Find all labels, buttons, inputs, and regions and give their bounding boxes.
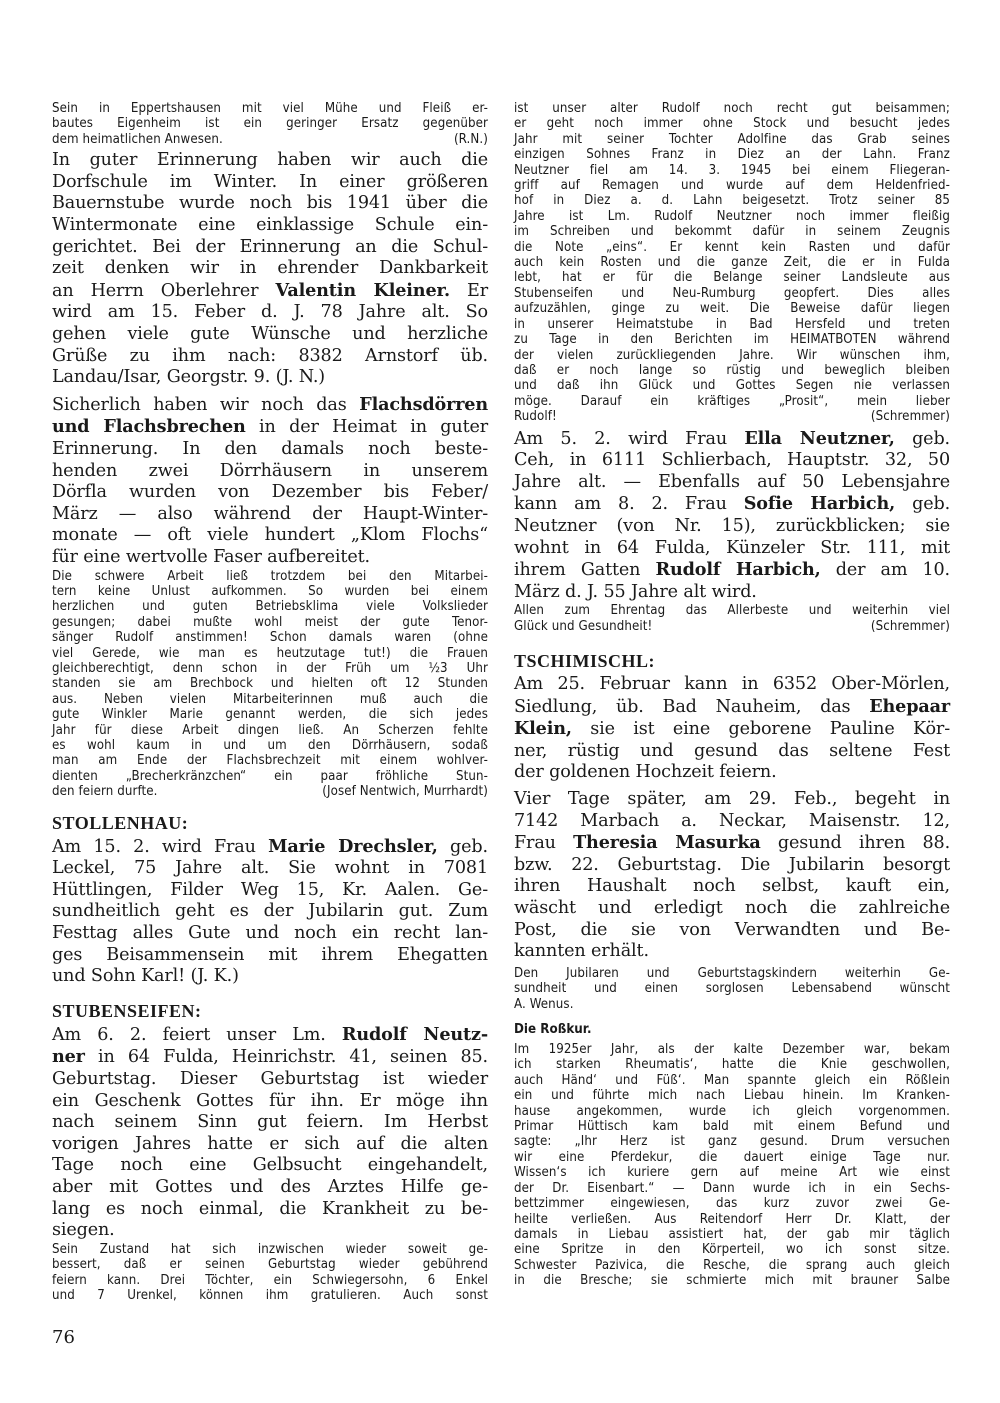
text-line: und daß ihn Glück und Gottes Segen nie verlassen bbox=[514, 378, 950, 394]
text-line: in die Bresche; sie schmierte mich mit brauner Salbe bbox=[514, 1273, 950, 1289]
text-line: damals in Liebau assistiert hat, der gab mir täglich bbox=[514, 1226, 950, 1242]
person-name: Rudolf Harbich, bbox=[655, 559, 821, 581]
tschimischl-paragraph-2 bbox=[514, 789, 950, 963]
text-line: In guter Erinnerung haben wir auch die bbox=[52, 150, 488, 171]
text-line: sänger Rudolf anstimmen! Schon damals waren (ohne bbox=[52, 630, 488, 646]
text-line: ich starken Rheumatis‘, hatte die Knie geschwollen, bbox=[514, 1057, 950, 1073]
text-line: Die schwere Arbeit ließ trotzdem bei den Mitarbei- bbox=[52, 568, 488, 584]
text-line: nach seinem Sinn gut feiern. Im Herbst bbox=[52, 1112, 488, 1133]
text-line: dienten „Brecherkränzchen“ ein paar fröhliche Stun- bbox=[52, 768, 488, 784]
text-line: ein Geschenk Gottes für ihn. Er möge ihn bbox=[52, 1090, 488, 1111]
text-line: wir eine Pferdekur, die dauert einige Tage nur. bbox=[514, 1149, 950, 1165]
text-line: Am 25. Februar kann in 6352 Ober-Mörlen, bbox=[514, 674, 950, 695]
text-line: lang es noch einmal, die Krankheit zu be- bbox=[52, 1198, 488, 1219]
text-line: wäscht und erledigt noch die zahlreiche bbox=[514, 898, 950, 919]
text-line: wird am 15. Feber d. J. 78 Jahre alt. So bbox=[52, 302, 488, 323]
text-line: standen sie am Brechbock und hielten oft 12 Stunden bbox=[52, 676, 488, 692]
text-line: es wohl kaum in und um den Dörrhäusern, sodaß bbox=[52, 737, 488, 753]
text-line: ist unser alter Rudolf noch recht gut beisammen; bbox=[514, 101, 950, 116]
author-signature: (R.N.) bbox=[453, 131, 488, 147]
text-line: Primar Hüttisch kam bald mit einem Befund und bbox=[514, 1119, 950, 1135]
text-line: eine Spritze in den Körperteil, wo ich sonst sitze. bbox=[514, 1242, 950, 1258]
text-line: Allen zum Ehrentag das Allerbeste und weiterhin viel bbox=[514, 603, 950, 619]
person-name: Klein, bbox=[514, 718, 572, 740]
text-line: Klein, sie ist eine geborene Pauline Kör- bbox=[514, 718, 950, 740]
author-signature: (Josef Nentwich, Murrhardt) bbox=[322, 784, 488, 800]
text-line: auch Händ‘ und Füß‘. Man spannte gleich ein Rößlein bbox=[514, 1072, 950, 1088]
text-line: Leckel, 75 Jahre alt. Sie wohnt in 7081 bbox=[52, 858, 488, 879]
text-line: sundheitlich geht es der Jubilarin gut. Zum bbox=[52, 901, 488, 922]
text-line: zeit denken wir in ehrender Dankbarkeit bbox=[52, 258, 488, 279]
text-line: bzw. 22. Geburtstag. Die Jubilarin besorgt bbox=[514, 854, 950, 875]
text-line: kann am 8. 2. Frau Sofie Harbich, geb. bbox=[514, 493, 951, 515]
text-line: ner, rüstig und gesund das seltene Fest bbox=[514, 740, 950, 761]
text-line: an Herrn Oberlehrer Valentin Kleiner. Er bbox=[52, 279, 488, 301]
rosskur-paragraph bbox=[514, 1042, 950, 1289]
text-line: daß er noch lange so rüstig und beweglich bleiben bbox=[514, 362, 950, 378]
text-line: Hüttlingen, Filder Weg 15, Kr. Aalen. Ge- bbox=[52, 879, 488, 900]
stubenseifen-detail-paragraph bbox=[52, 1242, 488, 1304]
text-line: wohnt in 64 Fulda, Künzeler Str. 111, mit bbox=[514, 537, 950, 558]
section-heading-stubenseifen: STUBENSEIFEN: bbox=[52, 1000, 202, 1021]
section-heading-stollenhau: STOLLENHAU: bbox=[52, 812, 189, 833]
text-line: Jahr mit seiner Tochter Adolfine das Grab seines bbox=[514, 131, 950, 147]
text-line: und Sohn Karl! (J. K.) bbox=[52, 966, 239, 987]
text-line: tern keine Unlust aufkommen. So wurden bei einem bbox=[52, 583, 488, 599]
person-name: Theresia Masurka bbox=[573, 832, 761, 854]
intro-paragraph bbox=[52, 101, 488, 147]
text-line: bessert, daß er seinen Geburtstag wieder gebührend bbox=[52, 1257, 488, 1273]
text-line: lebt, hat er für die Belange seiner Landsleute aus bbox=[514, 270, 950, 286]
text-line: aber mit Gottes und des Arztes Hilfe ge- bbox=[52, 1176, 488, 1197]
text-line: auch kein Rosten und die ganze Zeit, die er in Fulda bbox=[514, 255, 950, 271]
text-line: A. Wenus. bbox=[514, 996, 574, 1012]
text-line: Sein in Eppertshausen mit viel Mühe und Fleiß er- bbox=[52, 101, 488, 116]
text-line: Den Jubilaren und Geburtstagskindern weiterhin Ge- bbox=[514, 965, 950, 981]
topic-bold: Flachsdörren bbox=[359, 393, 488, 415]
section-heading-rosskur: Die Roßkur. bbox=[514, 1022, 592, 1038]
text-line: bautes Eigenheim ist ein geringer Ersatz gegenüber bbox=[52, 116, 488, 132]
left-column bbox=[52, 101, 488, 1303]
text-line: März — also während der Haupt-Winter- bbox=[52, 503, 488, 524]
text-line: zu Tage in den Berichten im HEIMATBOTEN während bbox=[514, 332, 950, 348]
author-signature: (Schremmer) bbox=[870, 409, 950, 425]
text-line: möge. Darauf ein kräftiges „Prosit“, mein lieber bbox=[514, 393, 950, 409]
text-line: und Flachsbrechen in der Heimat in guter bbox=[52, 416, 489, 438]
text-line: Glück und Gesundheit! (Schremmer) bbox=[514, 618, 950, 634]
text-line: vorigen Jahres hatte er sich auf die alten bbox=[52, 1133, 488, 1154]
text-line: die Note „eins“. Er kennt kein Rasten und dafür bbox=[514, 239, 950, 255]
text-line: Wissen‘s ich kuriere gern auf meine Art wie einst bbox=[514, 1165, 950, 1181]
text-line: Erinnerung. In den damals noch beste- bbox=[52, 438, 488, 459]
text-line: Siedlung, üb. Bad Nauheim, das Ehepaar bbox=[514, 695, 950, 717]
text-line: ein und führte mich nach Liebau hinein. Im Kranken- bbox=[514, 1088, 950, 1104]
text-line: Post, die sie von Verwandten und Be- bbox=[514, 919, 950, 940]
text-line: Vier Tage später, am 29. Feb., begeht in bbox=[514, 789, 950, 810]
text-line: März d. J. 55 Jahre alt wird. bbox=[514, 581, 757, 602]
text-line: Am 6. 2. feiert unser Lm. Rudolf Neutz- bbox=[52, 1023, 488, 1045]
text-line: Am 5. 2. wird Frau Ella Neutzner, geb. bbox=[514, 427, 950, 449]
text-line: Grüße zu ihm nach: 8382 Arnstorf üb. bbox=[52, 345, 488, 366]
text-line: kannten erhält. bbox=[514, 941, 649, 962]
text-line: ihrem Gatten Rudolf Harbich, der am 10. bbox=[514, 559, 950, 581]
text-line: man am Ende der Flachsbrechzeit mit einem wohlver- bbox=[52, 753, 488, 769]
right-column bbox=[514, 101, 950, 1289]
text-line: Jahr für diese Arbeit dingen ließ. An Scherzen fehlte bbox=[52, 722, 488, 738]
text-line: sagte: „Ihr Herz ist ganz gesund. Drum versuchen bbox=[514, 1134, 950, 1150]
dorfschule-paragraph bbox=[52, 150, 488, 389]
text-line: gehen viele gute Wünsche und herzliche bbox=[52, 323, 488, 344]
text-line: Sicherlich haben wir noch das Flachsdörren bbox=[52, 393, 488, 415]
text-line: viel Gerede, wie man es heutzutage tut!) die Frauen bbox=[52, 645, 488, 661]
stollenhau-paragraph bbox=[52, 836, 488, 988]
neutzner-continuation-paragraph bbox=[514, 101, 950, 425]
stubenseifen-paragraph bbox=[52, 1024, 488, 1242]
text-line: Stubenseifen und Neu-Rumburg geopfert. Dies alles bbox=[514, 285, 950, 301]
text-line: bettzimmer eingewiesen, das kurz zuvor zwei Ge- bbox=[514, 1196, 950, 1212]
text-line: gleichberechtigt, denn schon in der Früh um ½3 Uhr bbox=[52, 660, 488, 676]
text-line: Neutzner fiel am 14. 3. 1945 bei einem Fliegeran- bbox=[514, 162, 950, 178]
text-line: einzigen Sohnes Franz in Diez an der Lahn. Franz bbox=[514, 147, 950, 163]
topic-bold: und Flachsbrechen bbox=[52, 416, 246, 438]
text-line: Dorfschule im Winter. In einer größeren bbox=[52, 171, 488, 192]
text-line: Bauernstube wurde noch bis 1941 über die bbox=[52, 193, 488, 214]
tschimischl-paragraph-1 bbox=[514, 674, 950, 784]
person-name: Sofie Harbich, bbox=[743, 493, 896, 515]
person-name: ner bbox=[52, 1046, 85, 1068]
text-line: Ceh, in 6111 Schlierbach, Hauptstr. 32, 50 bbox=[514, 450, 950, 471]
text-line: feiern kann. Drei Töchter, ein Schwiegersohn, 6 Enkel bbox=[52, 1272, 488, 1288]
text-line: 7142 Marbach a. Neckar, Maisenstr. 12, bbox=[514, 810, 950, 831]
text-line: gesungen; dabei mußte wohl meist der gute Tenor- bbox=[52, 614, 488, 630]
text-line: der goldenen Hochzeit feiern. bbox=[514, 762, 777, 783]
text-line: Jahre ist Lm. Rudolf Neutzner noch immer fleißig bbox=[514, 208, 950, 224]
person-name: Rudolf Neutz- bbox=[341, 1023, 488, 1045]
text-line: Tage noch eine Gelbsucht eingehandelt, bbox=[52, 1155, 488, 1176]
person-name: Ehepaar bbox=[869, 695, 950, 717]
text-line: Jahre alt. — Ebenfalls auf 50 Lebensjahre bbox=[514, 471, 950, 492]
text-line: für eine wertvolle Faser aufbereitet. bbox=[52, 546, 370, 567]
text-line: monate — oft viele hundert „Klom Flochs“ bbox=[52, 525, 488, 546]
flachs-paragraph bbox=[52, 394, 488, 569]
text-line: griff auf Remagen und wurde auf dem Heldenfried- bbox=[514, 178, 950, 194]
text-line: Landau/Isar, Georgstr. 9. (J. N.) bbox=[52, 367, 326, 388]
text-line: gute Winkler Marie genannt werden, die sich jedes bbox=[52, 707, 488, 723]
wishes-paragraph bbox=[514, 603, 950, 634]
text-line: henden zwei Dörrhäusern in unserem bbox=[52, 460, 488, 481]
text-line: der Dr. Eisenbart.“ — Dann wurde ich in ein Sechs- bbox=[514, 1180, 950, 1196]
person-name: Valentin Kleiner. bbox=[275, 279, 450, 301]
tschimischl-wishes-paragraph bbox=[514, 966, 950, 1012]
text-line: den feiern durfte. (Josef Nentwich, Murrhardt) bbox=[52, 784, 488, 800]
person-name: Ella Neutzner, bbox=[744, 427, 895, 449]
text-line: Sein Zustand hat sich inzwischen wieder soweit ge- bbox=[52, 1241, 488, 1257]
text-line: Neutzner (von Nr. 15), zurückblicken; sie bbox=[514, 515, 950, 536]
text-line: Im 1925er Jahr, als der kalte Dezember war, bekam bbox=[514, 1042, 950, 1058]
text-line: ihren Haushalt noch selbst, kauft ein, bbox=[514, 876, 950, 897]
text-line: hof in Diez a. d. Lahn beigesetzt. Trotz seiner 85 bbox=[514, 193, 950, 209]
text-line: im Schreiben und bekommt dafür in seinem Zeugnis bbox=[514, 224, 950, 240]
text-line: Frau Theresia Masurka gesund ihren 88. bbox=[514, 832, 951, 854]
text-line: heilte verließen. Aus Reitendorf Herr Dr. Klatt, der bbox=[514, 1211, 950, 1227]
text-line: Festtag alles Gute und noch ein recht lan- bbox=[52, 922, 488, 943]
text-line: herzlichen und guten Betriebsklima viele Volkslieder bbox=[52, 599, 488, 615]
author-signature: (Schremmer) bbox=[870, 618, 950, 634]
text-line: Rudolf! (Schremmer) bbox=[514, 409, 950, 425]
text-line: und 7 Urenkel, können ihm gratulieren. Auch sonst bbox=[52, 1287, 488, 1303]
text-line: sundheit und einen sorglosen Lebensabend wünscht bbox=[514, 981, 950, 997]
text-line: Dörfla wurden von Dezember bis Feber/ bbox=[52, 482, 488, 503]
text-line: aus. Neben vielen Mitarbeiterinnen muß auch die bbox=[52, 691, 488, 707]
text-line: er geht noch immer ohne Stock und besucht jedes bbox=[514, 116, 950, 132]
text-line: in unserer Heimatstube in Bad Hersfeld und treten bbox=[514, 316, 950, 332]
text-line: aufzuzählen, ginge zu weit. Die Beweise dafür liegen bbox=[514, 301, 950, 317]
text-line: Am 15. 2. wird Frau Marie Drechsler, geb. bbox=[52, 835, 488, 857]
text-line: Schwester Pazivica, die Resche, die sprang auch gleich bbox=[514, 1257, 950, 1273]
person-name: Marie Drechsler, bbox=[268, 835, 438, 857]
text-line: ner in 64 Fulda, Heinrichstr. 41, seinen 85. bbox=[52, 1046, 488, 1068]
text-line: hause angekommen, wurde ich gleich vorgenommen. bbox=[514, 1103, 950, 1119]
flachs-detail-paragraph bbox=[52, 569, 488, 800]
page-number: 76 bbox=[52, 1327, 75, 1348]
text-line: gerichtet. Bei der Erinnerung an die Schul- bbox=[52, 236, 488, 257]
text-line: Wintermonate eine einklassige Schule ein- bbox=[52, 215, 488, 235]
text-line: Geburtstag. Dieser Geburtstag ist wieder bbox=[52, 1068, 488, 1089]
text-line: siegen. bbox=[52, 1220, 115, 1241]
neutzner-harbich-paragraph bbox=[514, 428, 950, 604]
text-line: ges Beisammensein mit ihrem Ehegatten bbox=[52, 944, 488, 965]
text-line: dem heimatlichen Anwesen. (R.N.) bbox=[52, 131, 488, 147]
text-line: der vielen zurückliegenden Jahre. Wir wünschen ihm, bbox=[514, 347, 950, 363]
section-heading-tschimischl: TSCHIMISCHL: bbox=[514, 651, 656, 672]
